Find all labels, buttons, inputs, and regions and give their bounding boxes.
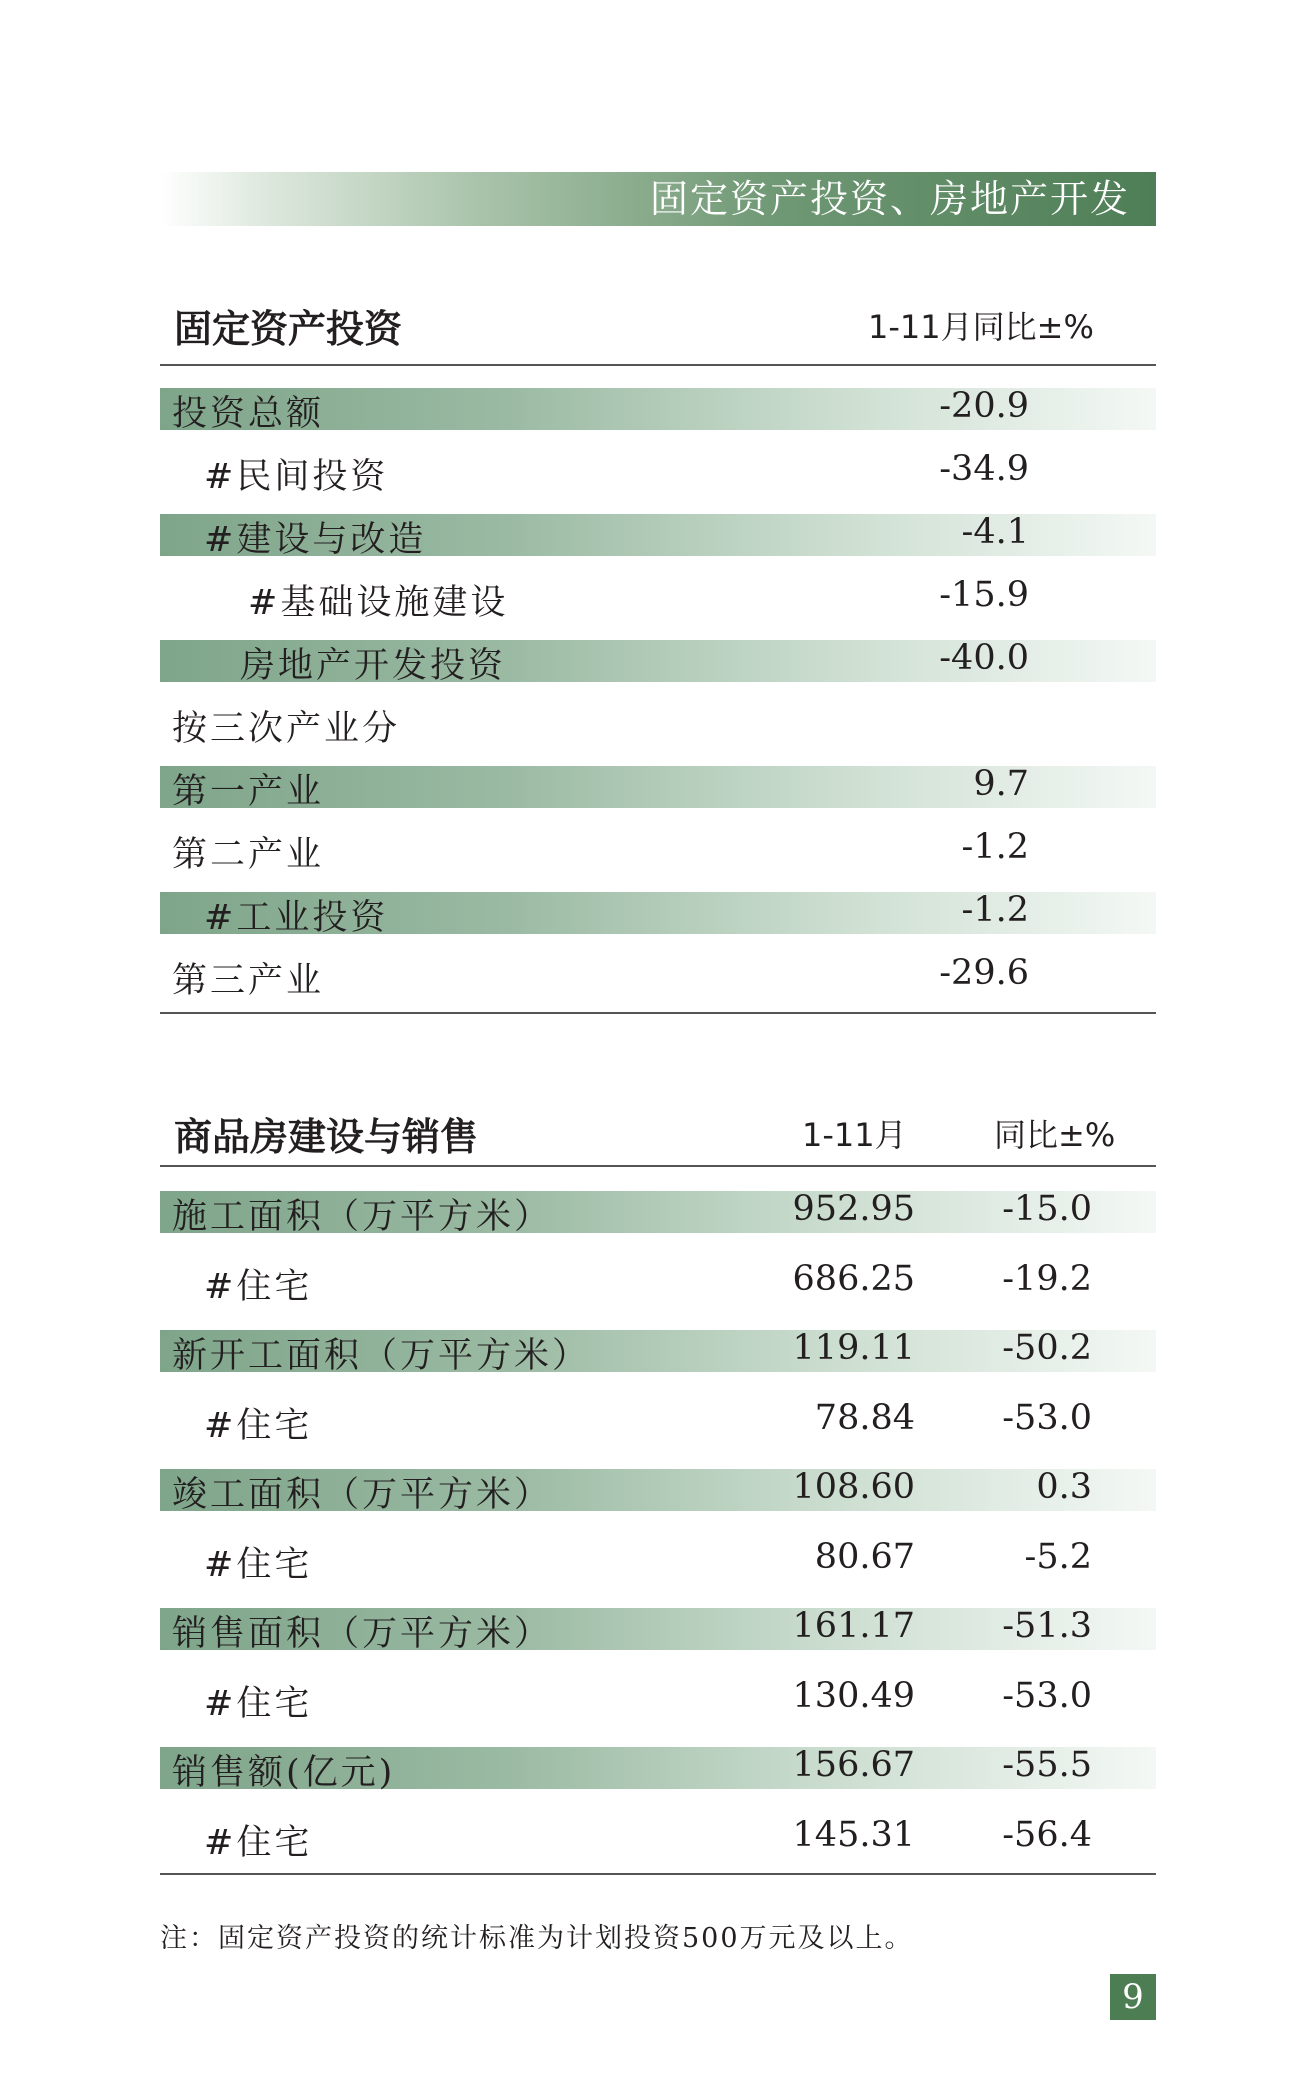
header-band	[160, 172, 1156, 226]
table-row-yoy: -56.4	[1002, 1815, 1092, 1855]
table-row-label: #住宅	[204, 1823, 313, 1863]
table-row-label: 新开工面积（万平方米）	[172, 1336, 591, 1376]
table-row-value: 952.95	[792, 1189, 915, 1229]
table-row-label: #工业投资	[204, 898, 389, 938]
table-row-yoy: -51.3	[1002, 1606, 1092, 1646]
footnote: 注：固定资产投资的统计标准为计划投资500万元及以上。	[160, 1923, 914, 1954]
table-row-label: 销售额(亿元)	[172, 1753, 396, 1793]
page-number: 9	[1110, 1974, 1156, 2020]
table-row-yoy: -15.0	[1002, 1189, 1092, 1229]
table-row-label: #基础设施建设	[248, 583, 509, 623]
table-row-value: -15.9	[939, 575, 1029, 615]
table-row-value: 161.17	[792, 1606, 915, 1646]
section1-bottom-rule	[160, 1012, 1156, 1014]
section2-bottom-rule	[160, 1873, 1156, 1875]
section1-column-header: 1-11月同比±%	[868, 308, 1094, 346]
table-row-value: 145.31	[792, 1815, 915, 1855]
table-row-value: 156.67	[792, 1745, 915, 1785]
table-row-label: 销售面积（万平方米）	[172, 1614, 553, 1654]
table-row-label: 竣工面积（万平方米）	[172, 1475, 553, 1515]
table-row-label: #住宅	[204, 1545, 313, 1585]
table-row-label: #建设与改造	[204, 520, 427, 560]
table-row-yoy: -53.0	[1002, 1676, 1092, 1716]
table-row-value: -1.2	[961, 890, 1029, 930]
table-row-yoy: -53.0	[1002, 1398, 1092, 1438]
table-row-label: #住宅	[204, 1267, 313, 1307]
table-row-value: -40.0	[939, 638, 1029, 678]
table-row-label: 按三次产业分	[172, 709, 401, 749]
table-row-value: -20.9	[939, 386, 1029, 426]
table-row-value: 80.67	[814, 1537, 915, 1577]
table-row-value: -4.1	[961, 512, 1029, 552]
section1-title: 固定资产投资	[174, 307, 403, 351]
table-row-value: -29.6	[939, 953, 1029, 993]
table-row-label: 第二产业	[172, 835, 325, 875]
table-row-label: 投资总额	[172, 394, 325, 434]
table-row-yoy: -50.2	[1002, 1328, 1092, 1368]
table-row-value: -1.2	[961, 827, 1029, 867]
table-row-yoy: -19.2	[1002, 1259, 1092, 1299]
section2-column-header-yoy: 同比±%	[994, 1116, 1116, 1154]
table-row-label: 第三产业	[172, 961, 325, 1001]
table-row-value: 108.60	[792, 1467, 915, 1507]
section1-top-rule	[160, 364, 1156, 366]
section2-top-rule	[160, 1165, 1156, 1167]
table-row-value: 119.11	[792, 1328, 915, 1368]
table-row-value: 686.25	[792, 1259, 915, 1299]
table-row-value: -34.9	[939, 449, 1029, 489]
table-row-value: 130.49	[792, 1676, 915, 1716]
table-row-label: #住宅	[204, 1406, 313, 1446]
table-row-label: 第一产业	[172, 772, 325, 812]
table-row-label: #住宅	[204, 1684, 313, 1724]
section2-column-header-period: 1-11月	[802, 1116, 907, 1154]
chapter-title: 固定资产投资、房地产开发	[649, 177, 1130, 221]
table-row-value: 78.84	[814, 1398, 915, 1438]
table-row-label: 施工面积（万平方米）	[172, 1197, 553, 1237]
table-row-yoy: -55.5	[1002, 1745, 1092, 1785]
table-row-yoy: -5.2	[1024, 1537, 1092, 1577]
table-row-value: 9.7	[973, 764, 1029, 804]
table-row-yoy: 0.3	[1036, 1467, 1092, 1507]
table-row-label: #民间投资	[204, 457, 389, 497]
section2-title: 商品房建设与销售	[174, 1115, 479, 1159]
table-row-label: 房地产开发投资	[240, 646, 507, 686]
